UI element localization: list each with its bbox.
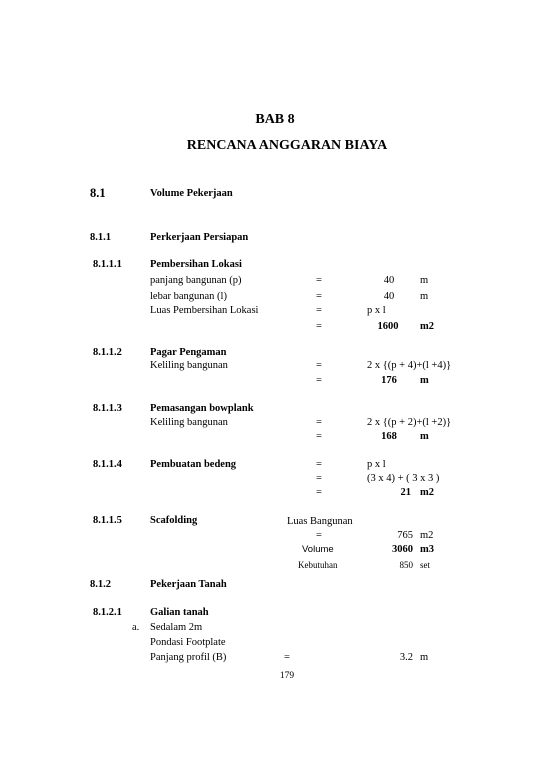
- row-value: 3.2: [399, 652, 413, 663]
- scafolding-kebutuhan-label: Kebutuhan: [298, 560, 338, 570]
- row-result-value: 176: [381, 375, 397, 386]
- list-marker: a.: [132, 622, 140, 633]
- row-equals: =: [316, 275, 322, 286]
- row-equals: =: [316, 360, 322, 371]
- chapter-number: BAB 8: [255, 112, 295, 127]
- row-result-value: 21: [400, 487, 411, 498]
- row-value: 40: [383, 275, 395, 286]
- row-result-unit: m: [420, 375, 429, 386]
- row-result-unit: m2: [420, 321, 434, 332]
- row-label: Panjang profil (B): [150, 652, 227, 663]
- row-equals: =: [316, 459, 322, 470]
- row-result-value: 1600: [377, 321, 399, 332]
- scafolding-kebutuhan-unit: set: [420, 560, 430, 570]
- section-8-1-1-5-number: 8.1.1.5: [93, 515, 122, 526]
- row-equals: =: [284, 652, 290, 663]
- section-8-1-1-2-title: Pagar Pengaman: [150, 347, 227, 358]
- section-8-1-1-1-title: Pembersihan Lokasi: [150, 259, 242, 270]
- row-result-unit: m2: [420, 487, 434, 498]
- section-8-1-1-4-title: Pembuatan bedeng: [150, 459, 237, 470]
- row-unit: m: [420, 291, 429, 302]
- row-equals: =: [316, 305, 322, 316]
- section-8-1-2-number: 8.1.2: [90, 579, 111, 590]
- row-value: 40: [383, 291, 395, 302]
- row-equals: =: [316, 417, 322, 428]
- page-number: 179: [279, 671, 295, 681]
- section-8-1-2-1-title: Galian tanah: [150, 607, 209, 618]
- row-equals: =: [316, 530, 322, 541]
- chapter-title: RENCANA ANGGARAN BIAYA: [186, 138, 388, 153]
- row-equals: =: [316, 291, 322, 302]
- row-equals: =: [316, 375, 322, 386]
- row-equals: =: [316, 431, 322, 442]
- section-8-1-1-5-title: Scafolding: [150, 515, 198, 526]
- row-result-unit: m: [420, 431, 429, 442]
- scafolding-luas-unit: m2: [420, 530, 434, 541]
- scafolding-kebutuhan-value: 850: [399, 560, 413, 570]
- section-8-1-1-3-title: Pemasangan bowplank: [150, 403, 254, 414]
- row-unit: m: [420, 652, 429, 663]
- pondasi-label: Pondasi Footplate: [150, 637, 226, 648]
- scafolding-luas-value: 765: [397, 530, 413, 541]
- row-formula: 2 x {(p + 2)+(l +2)}: [367, 417, 452, 428]
- section-8-1-title: Volume Pekerjaan: [150, 188, 233, 199]
- row-label: Keliling bangunan: [150, 360, 228, 371]
- section-8-1-1-2-number: 8.1.1.2: [93, 347, 122, 358]
- row-label: panjang bangunan (p): [150, 275, 242, 286]
- section-8-1-1-4-number: 8.1.1.4: [93, 459, 122, 470]
- row-formula: p x l: [367, 305, 386, 316]
- row-formula: p x l: [367, 459, 386, 470]
- row-label: Luas Pembersihan Lokasi: [150, 305, 259, 316]
- section-8-1-1-number: 8.1.1: [90, 232, 111, 243]
- row-formula: (3 x 4) + ( 3 x 3 ): [367, 473, 440, 484]
- scafolding-volume-value: 3060: [392, 544, 413, 555]
- section-8-1-1-1-number: 8.1.1.1: [93, 259, 122, 270]
- section-8-1-2-title: Pekerjaan Tanah: [150, 579, 227, 590]
- section-8-1-number: 8.1: [90, 186, 106, 200]
- row-label: lebar bangunan (l): [150, 291, 227, 302]
- row-unit: m: [420, 275, 429, 286]
- row-formula: 2 x {(p + 4)+(l +4)}: [367, 360, 452, 371]
- row-label: Keliling bangunan: [150, 417, 228, 428]
- row-result-value: 168: [381, 431, 397, 442]
- scafolding-luas-label: Luas Bangunan: [287, 516, 353, 527]
- row-equals: =: [316, 321, 322, 332]
- section-8-1-1-title: Perkerjaan Persiapan: [150, 232, 249, 243]
- scafolding-volume-label: Volume: [302, 544, 334, 555]
- list-item-text: Sedalam 2m: [150, 622, 203, 633]
- section-8-1-1-3-number: 8.1.1.3: [93, 403, 122, 414]
- section-8-1-2-1-number: 8.1.2.1: [93, 607, 122, 618]
- row-equals: =: [316, 487, 322, 498]
- scafolding-volume-unit: m3: [420, 544, 434, 555]
- row-equals: =: [316, 473, 322, 484]
